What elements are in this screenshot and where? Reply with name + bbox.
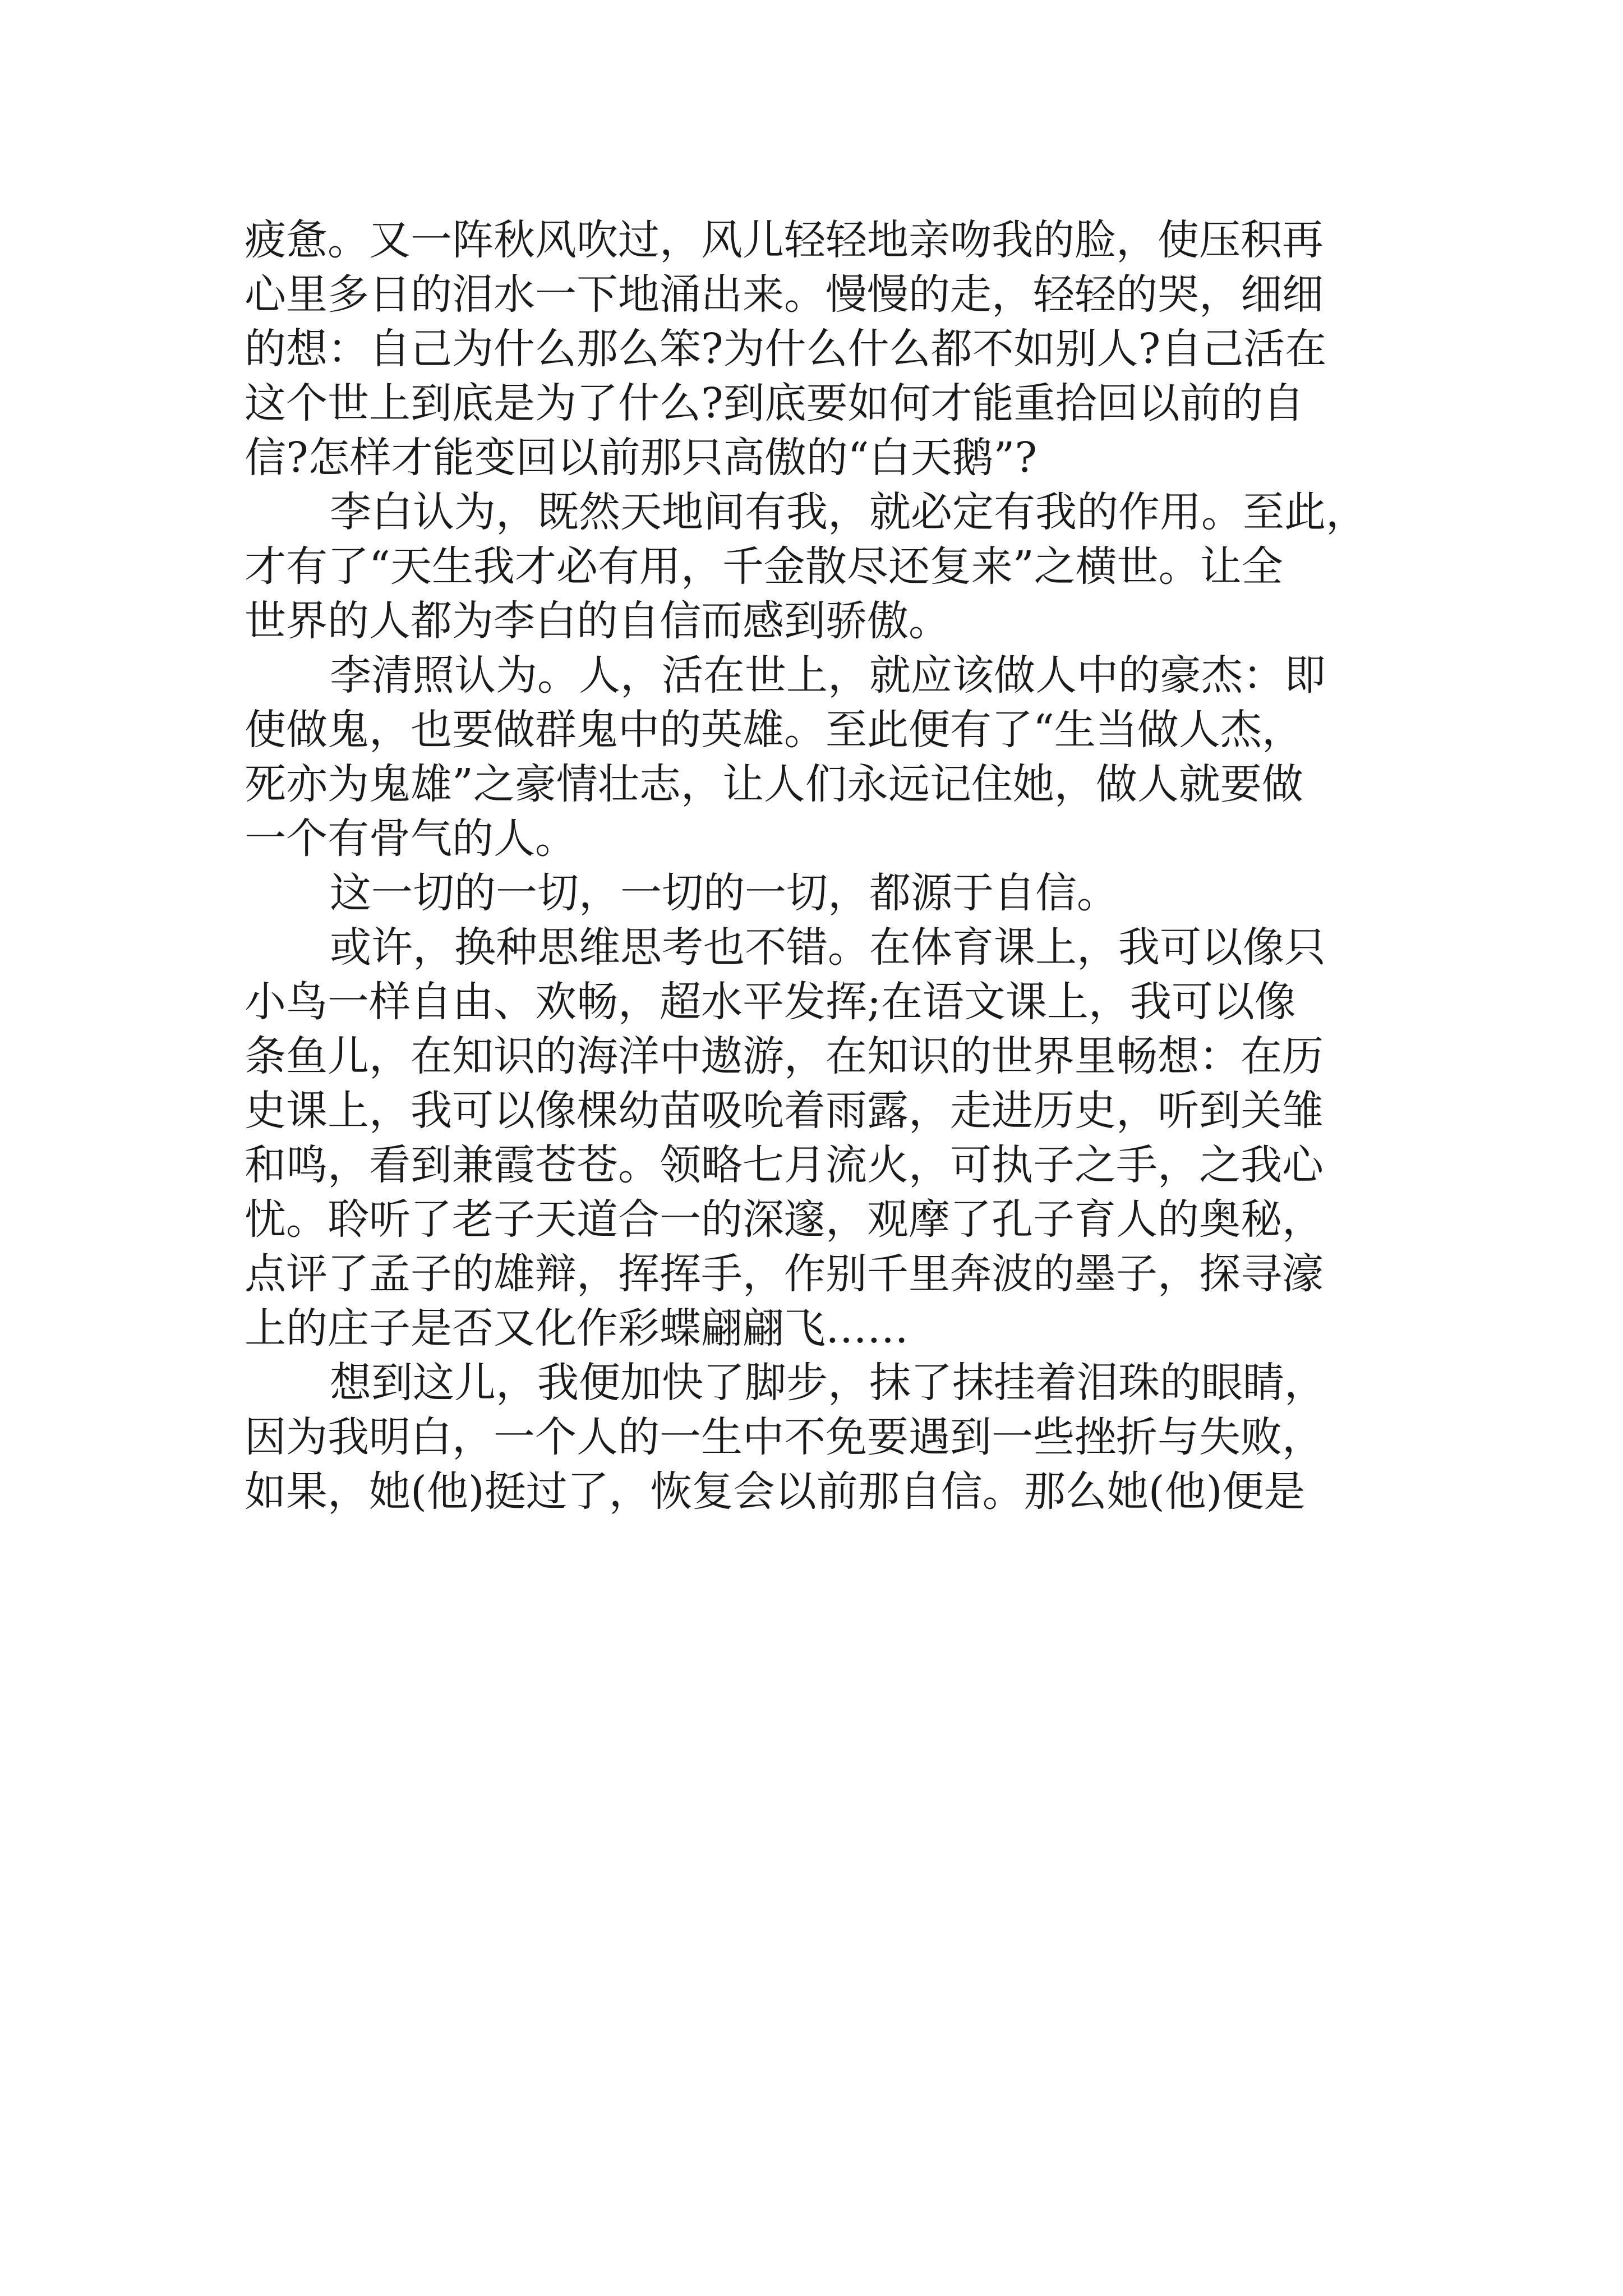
- text-line: 史课上，我可以像棵幼苗吸吮着雨露，走进历史，听到关雏: [245, 1087, 1324, 1135]
- text-line: 如果，她(他)挺过了，恢复会以前那自信。那么她(他)便是: [245, 1467, 1306, 1516]
- paragraph-1: [245, 213, 1383, 485]
- text-line: 李白认为，既然天地间有我，就必定有我的作用。至此，: [330, 488, 1367, 536]
- text-line: 使做鬼，也要做群鬼中的英雄。至此便有了“生当做人杰，: [245, 706, 1303, 754]
- text-line: 点评了孟子的雄辩，挥挥手，作别千里奔波的墨子，探寻濠: [245, 1250, 1324, 1298]
- text-line: 一个有骨气的人。: [245, 815, 577, 863]
- text-line: 信?怎样才能变回以前那只高傲的“白天鹅”?: [245, 434, 1038, 482]
- text-line: 和鸣，看到兼霞苍苍。领略七月流火，可执子之手，之我心: [245, 1141, 1324, 1189]
- text-line: 条鱼儿，在知识的海洋中遨游，在知识的世界里畅想：在历: [245, 1032, 1324, 1080]
- paragraph-3: [245, 648, 1383, 866]
- paragraph-5: [245, 921, 1383, 1356]
- text-line: 的想：自己为什么那么笨?为什么什么都不如别人?自己活在: [245, 325, 1327, 373]
- text-line: 这一切的一切，一切的一切，都源于自信。: [330, 869, 1118, 917]
- paragraph-6: [245, 1356, 1383, 1519]
- text-line: 因为我明白，一个人的一生中不免要遇到一些挫折与失败，: [245, 1413, 1324, 1461]
- document-body: [245, 213, 1383, 1519]
- text-line: 忧。聆听了老子天道合一的深邃，观摩了孔子育人的奥秘，: [245, 1195, 1324, 1244]
- text-line: 疲惫。又一阵秋风吹过，风儿轻轻地亲吻我的脸，使压积再: [245, 216, 1324, 264]
- text-line: 这个世上到底是为了什么?到底要如何才能重拾回以前的自: [245, 379, 1304, 427]
- text-line: 或许，换种思维思考也不错。在体育课上，我可以像只: [330, 923, 1326, 972]
- text-line: 才有了“天生我才必有用，千金散尽还复来”之横世。让全: [245, 542, 1283, 591]
- text-line: 世界的人都为李白的自信而感到骄傲。: [245, 597, 950, 645]
- text-line: 上的庄子是否又化作彩蝶翩翩飞……: [245, 1304, 909, 1352]
- text-line: 李清照认为。人，活在世上，就应该做人中的豪杰：即: [330, 651, 1326, 700]
- text-line: 心里多日的泪水一下地涌出来。慢慢的走，轻轻的哭，细细: [245, 270, 1324, 319]
- text-line: 想到这儿，我便加快了脚步，抹了抹挂着泪珠的眼睛，: [330, 1359, 1326, 1407]
- text-line: 死亦为鬼雄”之豪情壮志，让人们永远记住她，做人就要做: [245, 760, 1303, 808]
- text-line: 小鸟一样自由、欢畅，超水平发挥;在语文课上，我可以像: [245, 978, 1296, 1026]
- paragraph-2: [245, 485, 1383, 648]
- paragraph-4: [245, 866, 1383, 921]
